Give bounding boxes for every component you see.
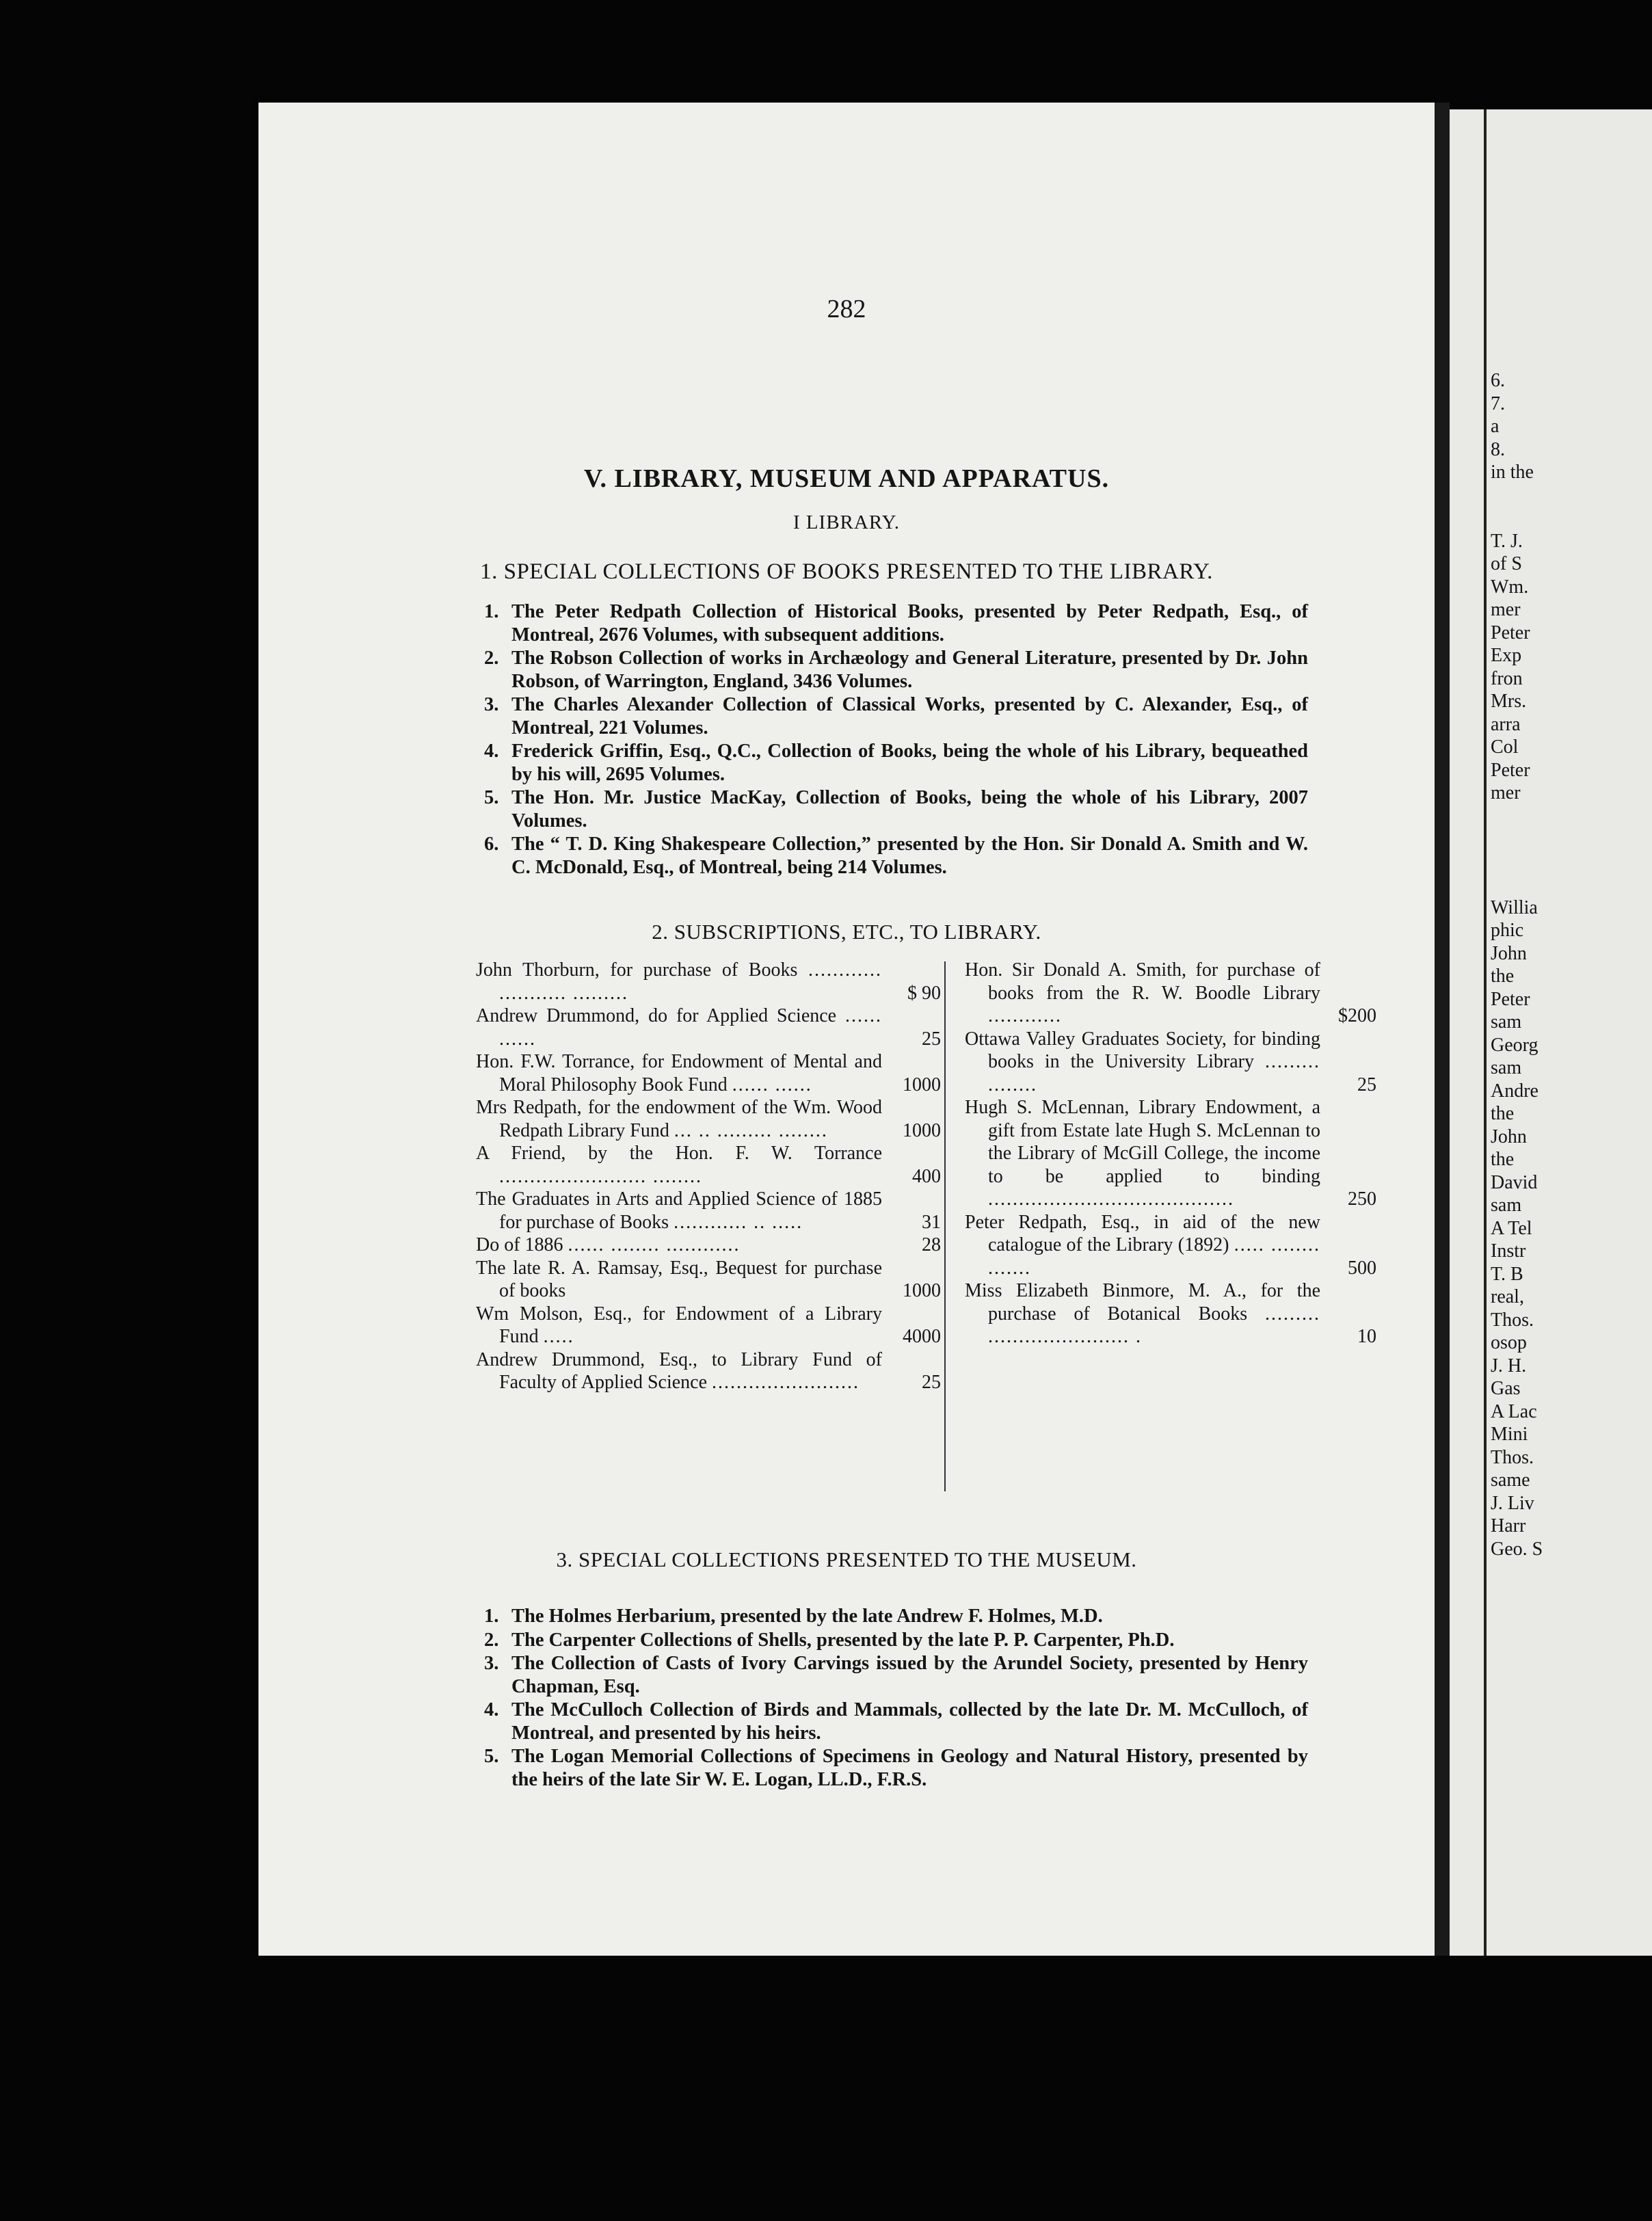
subscription-description: Mrs Redpath, for the endowment of the Wm. Wood Redpath Library Fund [476,1097,882,1141]
subscription-description: Wm Molson, Esq., for Endowment of a Library Fund [476,1303,882,1347]
dot-leader: ............ ........... ......... [499,959,882,1004]
adjacent-page-fragment [1491,851,1652,874]
subscription-text [965,959,1320,1028]
list-item [484,1605,1308,1628]
dot-leader: ............ .. ..... [674,1211,803,1233]
dot-leader: ...... ........ ............ [568,1234,741,1255]
list-item-number: 5. [484,787,499,808]
subscription-text [476,1188,882,1234]
list-item-text: The Holmes Herbarium, presented by the late Andrew F. Holmes, M.D. [511,1606,1103,1627]
adjacent-page-fragment: Thos. [1491,1446,1534,1468]
adjacent-page-fragment: Mrs. [1491,691,1527,712]
adjacent-page-fragment: 8. [1491,438,1505,460]
dot-leader: ........................................ [988,1188,1234,1210]
subscription-amount: $200 [1338,1005,1376,1026]
subscription-text [965,1096,1320,1211]
subscription-amount: 400 [912,1165,941,1187]
subscription-entry [965,1028,1376,1097]
adjacent-page-fragment: sam [1491,1195,1522,1216]
adjacent-page-fragment: Peter [1491,622,1530,643]
subscription-amount: 31 [922,1211,941,1233]
adjacent-page-fragment: Col [1491,736,1519,758]
adjacent-page-fragment: 7. [1491,393,1505,414]
subscription-text [476,1348,882,1394]
subscription-description: Do of 1886 [476,1234,563,1255]
subscription-description: Peter Redpath, Esq., in aid of the new catalogue of the Library (1892) [965,1211,1320,1255]
subscription-description: Hon. Sir Donald A. Smith, for purchase of books from the R. W. Boodle Library [965,959,1320,1004]
subscription-entry [476,1348,941,1394]
adjacent-page-fragment: Andre [1491,1080,1538,1102]
list-item-text: The Collection of Casts of Ivory Carvings issued by the Arundel Society, presented by Henry Chapman, Esq. [511,1653,1308,1697]
adjacent-page-fragment: mer [1491,782,1521,803]
adjacent-page-fragment: same [1491,1469,1530,1491]
list-item-number: 3. [484,1653,499,1674]
adjacent-page-fragment: J. H. [1491,1355,1527,1377]
list-item-number: 4. [484,741,499,762]
subscription-entry [476,1096,941,1142]
adjacent-page-fragment: Harr [1491,1515,1526,1537]
adjacent-page-fragment: A Tel [1491,1217,1532,1239]
subscription-amount: 1000 [903,1119,941,1141]
museum-collections-list [484,1605,1308,1792]
dot-leader: ............ [988,1005,1062,1026]
list-item-text: Frederick Griffin, Esq., Q.C., Collection of Books, being the whole of his Library, bequeathed by his will, 2695 Volumes. [511,741,1308,785]
adjacent-page-fragment: sam [1491,1057,1522,1078]
adjacent-page-fragment [1491,484,1652,507]
special-collections-heading: 1. SPECIAL COLLECTIONS OF BOOKS PRESENTED TO THE LIBRARY. [480,559,1213,584]
dot-leader: ......... ........ [988,1051,1320,1095]
subscription-description: Andrew Drummond, Esq., to Library Fund of Faculty of Applied Science [476,1348,882,1393]
list-item-text: The Carpenter Collections of Shells, presented by the late P. P. Carpenter, Ph.D. [511,1629,1175,1651]
list-item-number: 5. [484,1746,499,1767]
list-item-text: The Peter Redpath Collection of Historical Books, presented by Peter Redpath, Esq., of Montreal, 2676 Volumes, with subsequent additions. [511,601,1308,646]
subscription-entry [965,1211,1376,1280]
subscription-amount: 1000 [903,1074,941,1095]
subscription-text [476,1005,882,1050]
adjacent-page-fragment: T. B [1491,1263,1523,1285]
adjacent-page-fragment: Peter [1491,759,1530,781]
adjacent-page-fragment: Wm. [1491,576,1529,598]
adjacent-page-fragment: mer [1491,599,1521,620]
subscription-text [476,1303,882,1348]
list-item [484,600,1308,646]
subscription-entry [476,959,941,1005]
subscription-amount: 25 [922,1372,941,1393]
adjacent-page-fragment: 6. [1491,370,1505,391]
subscription-description: John Thorburn, for purchase of Books [476,959,798,981]
subscription-description: Hon. F.W. Torrance, for Endowment of Mental and Moral Philosophy Book Fund [476,1051,882,1095]
subscription-entry [476,1142,941,1188]
list-item-text: The Charles Alexander Collection of Classical Works, presented by C. Alexander, Esq., of Montreal, 221 Volumes. [511,694,1308,739]
list-item-text: The “ T. D. King Shakespeare Collection,” presented by the Hon. Sir Donald A. Smith and W. C. McDonald, Esq., of Montreal, being 214 Volumes. [511,834,1308,878]
subscription-description: Hugh S. McLennan, Library Endowment, a gift from Estate late Hugh S. McLennan to the Library of McGill College, the income to be applied to binding [965,1097,1320,1187]
subscription-description: Ottawa Valley Graduates Society, for binding books in the University Library [965,1028,1320,1072]
subscription-entry [476,1005,941,1050]
list-item [484,1745,1308,1791]
list-item-text: The Hon. Mr. Justice MacKay, Collection of Books, being the whole of his Library, 2007 Volumes. [511,787,1308,832]
adjacent-page-fragment: A Lac [1491,1400,1537,1422]
dot-leader: ..... ........ ....... [988,1234,1320,1279]
document-page [258,103,1435,1956]
column-divider [944,961,946,1491]
subscription-amount: 25 [922,1028,941,1050]
adjacent-page-fragment: in the [1491,462,1534,483]
adjacent-page-fragment: Thos. [1491,1309,1534,1331]
list-item-number: 1. [484,1606,499,1627]
page-gutter [1435,103,1450,1956]
subscription-amount: 500 [1348,1257,1376,1279]
subscription-description: The late R. A. Ramsay, Esq., Bequest for purchase of books [476,1257,882,1301]
subscription-entry [476,1303,941,1348]
subscription-amount: 10 [1357,1326,1376,1347]
adjacent-page-fragment: fron [1491,667,1523,689]
subsection-title: I LIBRARY. [792,511,901,533]
adjacent-page-fragment: Willia [1491,896,1538,918]
adjacent-page-fragment [1491,507,1652,530]
adjacent-page-fragment: real, [1491,1286,1524,1307]
adjacent-page-fragment: sam [1491,1011,1522,1033]
subscription-entry [476,1234,941,1257]
adjacent-page-fragment: Peter [1491,988,1530,1010]
adjacent-page-margin-line [1484,109,1487,1956]
list-item-number: 2. [484,648,499,669]
list-item [484,1629,1308,1652]
subscription-text [476,1142,882,1188]
list-item [484,1652,1308,1698]
adjacent-page-fragment: of S [1491,553,1522,574]
list-item-number: 2. [484,1629,499,1651]
adjacent-page-fragment [1491,873,1652,896]
adjacent-page-fragment: osop [1491,1332,1527,1353]
list-item-text: The Logan Memorial Collections of Specimens in Geology and Natural History, presented by the heirs of the late Sir W. E. Logan, LL.D., F.R.S. [511,1746,1308,1790]
list-item [484,647,1308,693]
subscription-text [476,1096,882,1142]
subscriptions-heading: 2. SUBSCRIPTIONS, ETC., TO LIBRARY. [652,920,1041,944]
list-item-text: The McCulloch Collection of Birds and Mammals, collected by the late Dr. M. McCulloch, of Montreal, and presented by his heirs. [511,1699,1308,1744]
museum-collections-heading: 3. SPECIAL COLLECTIONS PRESENTED TO THE MUSEUM. [556,1547,1137,1571]
subscription-entry [476,1257,941,1303]
adjacent-page-fragment: Instr [1491,1240,1526,1262]
subscription-amount: 1000 [903,1280,941,1301]
subscription-description: A Friend, by the Hon. F. W. Torrance [476,1143,882,1164]
adjacent-page-fragment: a [1491,416,1500,437]
subscription-text [476,1257,882,1303]
subscription-amount: $ 90 [907,982,941,1004]
subscription-amount: 28 [922,1234,941,1255]
dot-leader: ........................ [712,1372,860,1393]
dot-leader: ........................ ........ [499,1165,702,1187]
page-number: 282 [827,295,866,323]
adjacent-page-fragment [1491,805,1652,828]
dot-leader: ......... ....................... . [988,1303,1320,1347]
subscription-description: Miss Elizabeth Binmore, M. A., for the purchase of Botanical Books [965,1280,1320,1325]
dot-leader: ... .. ......... ........ [674,1119,828,1141]
dot-leader: ..... [543,1326,574,1347]
list-item-text: The Robson Collection of works in Archæology and General Literature, presented by Dr. John Robson, of Warrington, England, 3436 Volumes. [511,648,1308,692]
adjacent-page-fragment: the [1491,1103,1515,1124]
adjacent-page-fragment: Exp [1491,645,1522,666]
list-item [484,833,1308,879]
subscription-text [965,1279,1320,1348]
subscription-entry [965,959,1376,1028]
subscription-text [476,1050,882,1096]
subscription-text [476,959,882,1005]
adjacent-page-fragment: phic [1491,920,1524,941]
list-item [484,693,1308,739]
list-item [484,740,1308,786]
adjacent-page-fragment: Mini [1491,1424,1528,1445]
subscriptions-right-column [965,959,1376,1348]
subscription-description: The Graduates in Arts and Applied Science of 1885 for purchase of Books [476,1188,882,1233]
subscription-entry [965,1279,1376,1348]
adjacent-page-text [1491,369,1652,1560]
adjacent-page-fragment: Gas [1491,1378,1521,1399]
adjacent-page-fragment: Georg [1491,1034,1538,1056]
adjacent-page-fragment: J. Liv [1491,1492,1534,1514]
adjacent-page-fragment: the [1491,966,1515,987]
subscription-text [965,1028,1320,1097]
special-collections-list [484,600,1308,879]
subscription-entry [476,1050,941,1096]
list-item-number: 3. [484,694,499,715]
list-item-number: 6. [484,834,499,855]
subscription-text [476,1234,882,1257]
adjacent-page-fragment: John [1491,1126,1527,1147]
subscription-amount: 250 [1348,1188,1376,1210]
list-item [484,786,1308,832]
adjacent-page-fragment: the [1491,1149,1515,1170]
adjacent-page-fragment: Geo. S [1491,1538,1543,1560]
list-item-number: 1. [484,601,499,622]
section-title: V. LIBRARY, MUSEUM AND APPARATUS. [583,464,1110,493]
adjacent-page-fragment: arra [1491,713,1521,735]
dot-leader: ...... ...... [499,1005,883,1050]
adjacent-page-fragment [1491,827,1652,851]
adjacent-page-fragment: T. J. [1491,530,1523,552]
subscription-entry [965,1096,1376,1211]
scan-background [0,1956,1652,2221]
subscription-amount: 4000 [903,1326,941,1347]
subscription-text [965,1211,1320,1280]
subscription-amount: 25 [1357,1074,1376,1095]
list-item-number: 4. [484,1699,499,1720]
subscriptions-left-column [476,959,941,1394]
dot-leader: ...... ...... [732,1074,812,1095]
subscription-description: Andrew Drummond, do for Applied Science [476,1005,837,1026]
adjacent-page-fragment: David [1491,1171,1538,1193]
adjacent-page-fragment: John [1491,942,1527,964]
list-item [484,1699,1308,1744]
subscription-entry [476,1188,941,1234]
